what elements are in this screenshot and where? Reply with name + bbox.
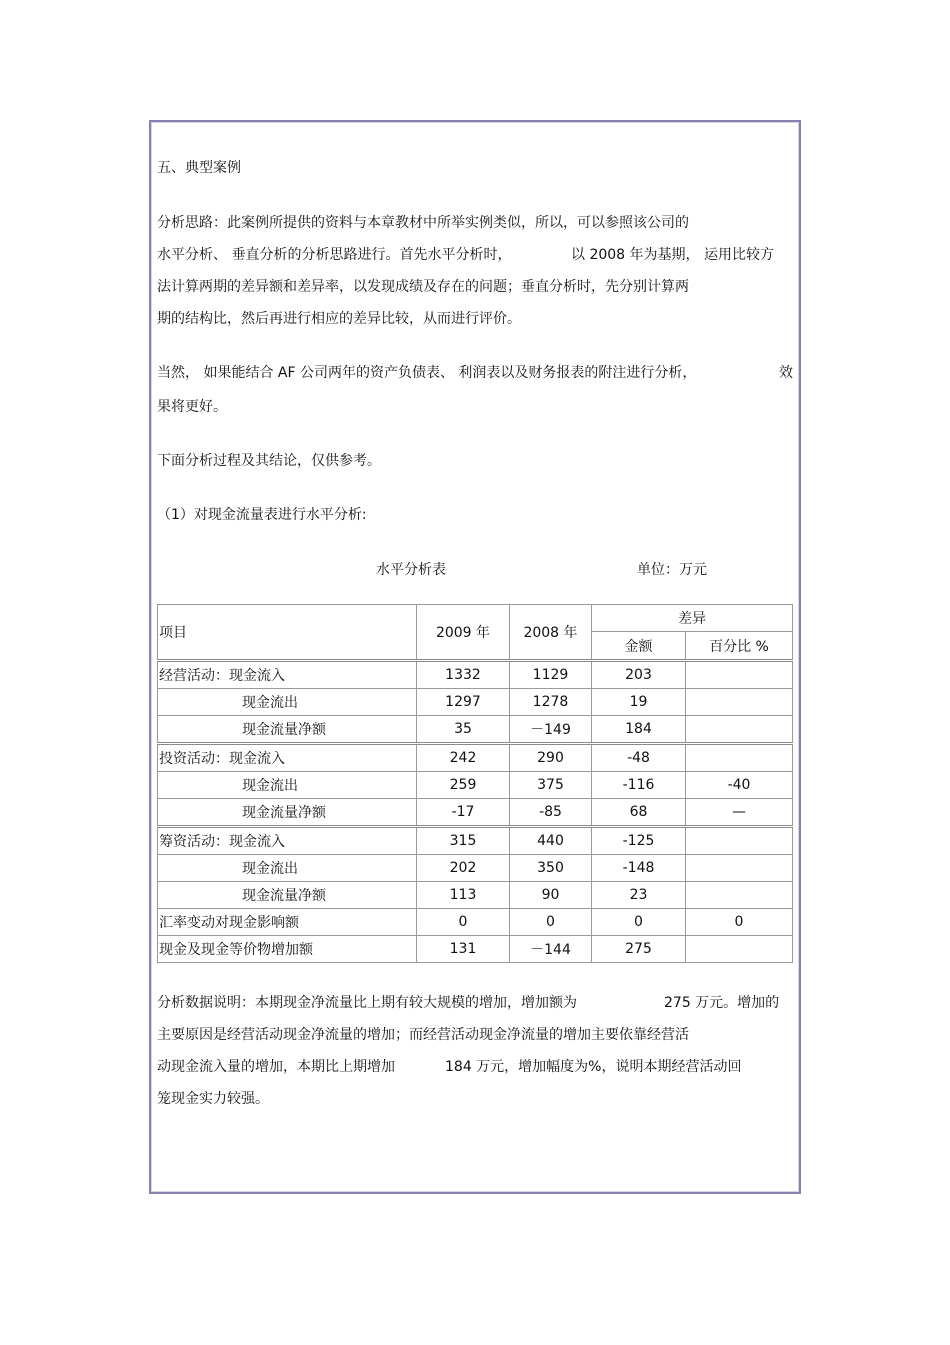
row-2009: 0 — [417, 909, 510, 936]
analysis-thinking-line-3: 法计算两期的差异额和差异率，以发现成绩及存在的问题；垂直分析时，先分别计算两 — [157, 279, 689, 295]
row-2008: 350 — [510, 855, 592, 882]
section-title: （1）对现金流量表进行水平分析: — [157, 507, 367, 523]
row-item: 经营活动：现金流入 — [158, 661, 417, 689]
row-2008: －149 — [510, 716, 592, 744]
row-2008: 90 — [510, 882, 592, 909]
explain-line-2: 主要原因是经营活动现金净流量的增加；而经营活动现金净流量的增加主要依靠经营活 — [157, 1027, 689, 1043]
row-percent: 0 — [686, 909, 793, 936]
row-2008: -85 — [510, 799, 592, 827]
row-2008: 440 — [510, 827, 592, 855]
row-item: 现金流出 — [158, 855, 417, 882]
remark-line-1a: 当然， 如果能结合 AF 公司两年的资产负债表、 利润表以及财务报表的附注进行分析， — [157, 365, 697, 381]
row-2009: 113 — [417, 882, 510, 909]
table-row — [158, 661, 793, 689]
table-header-row — [158, 605, 793, 632]
row-amount: 23 — [592, 882, 686, 909]
row-amount: 275 — [592, 936, 686, 963]
row-amount: -48 — [592, 744, 686, 772]
row-2008: 375 — [510, 772, 592, 799]
row-percent — [686, 716, 793, 744]
analysis-thinking-line-2a: 水平分析、 垂直分析的分析思路进行。首先水平分析时， — [157, 247, 512, 263]
row-2009: -17 — [417, 799, 510, 827]
row-amount: -116 — [592, 772, 686, 799]
row-2008: 0 — [510, 909, 592, 936]
row-2009: 35 — [417, 716, 510, 744]
remark-line-2: 果将更好。 — [157, 399, 227, 415]
explain-line-1a: 分析数据说明：本期现金净流量比上期有较大规模的增加，增加额为 — [157, 995, 577, 1011]
horizontal-analysis-table — [157, 604, 793, 963]
row-item: 现金流出 — [158, 772, 417, 799]
row-2008: －144 — [510, 936, 592, 963]
row-percent: -40 — [686, 772, 793, 799]
row-2009: 1332 — [417, 661, 510, 689]
row-amount: 19 — [592, 689, 686, 716]
row-2008: 290 — [510, 744, 592, 772]
table-row — [158, 772, 793, 799]
table-title: 水平分析表 — [376, 562, 446, 578]
header-2009: 2009 年 — [417, 605, 510, 661]
row-item: 汇率变动对现金影响额 — [158, 909, 417, 936]
row-item: 投资活动：现金流入 — [158, 744, 417, 772]
header-percent: 百分比 % — [686, 632, 793, 661]
row-item: 现金流量净额 — [158, 799, 417, 827]
table-row — [158, 689, 793, 716]
table-row — [158, 744, 793, 772]
row-percent — [686, 855, 793, 882]
table-row — [158, 882, 793, 909]
row-2008: 1278 — [510, 689, 592, 716]
section-heading: 五、典型案例 — [157, 160, 241, 176]
explain-line-4: 笼现金实力较强。 — [157, 1091, 269, 1107]
row-item: 现金流量净额 — [158, 716, 417, 744]
row-percent — [686, 744, 793, 772]
remark-line-1b: 效 — [779, 365, 793, 381]
row-2009: 202 — [417, 855, 510, 882]
intro-text: 下面分析过程及其结论，仅供参考。 — [157, 453, 381, 469]
table-row — [158, 799, 793, 827]
table-unit: 单位：万元 — [637, 562, 707, 578]
header-2008: 2008 年 — [510, 605, 592, 661]
analysis-thinking-line-2b: 以 2008 年为基期， 运用比较方 — [571, 247, 774, 263]
row-percent — [686, 661, 793, 689]
row-amount: 0 — [592, 909, 686, 936]
table-row — [158, 716, 793, 744]
row-amount: 203 — [592, 661, 686, 689]
row-item: 筹资活动：现金流入 — [158, 827, 417, 855]
analysis-thinking-line-1: 分析思路：此案例所提供的资料与本章教材中所举实例类似，所以，可以参照该公司的 — [157, 215, 689, 231]
row-percent: — — [686, 799, 793, 827]
explain-line-3b: 184 万元，增加幅度为%，说明本期经营活动回 — [445, 1059, 742, 1075]
header-item: 项目 — [158, 605, 417, 661]
row-item: 现金及现金等价物增加额 — [158, 936, 417, 963]
row-2009: 259 — [417, 772, 510, 799]
row-2008: 1129 — [510, 661, 592, 689]
row-percent — [686, 827, 793, 855]
table-row — [158, 936, 793, 963]
row-2009: 131 — [417, 936, 510, 963]
row-amount: -148 — [592, 855, 686, 882]
row-2009: 1297 — [417, 689, 510, 716]
header-difference: 差异 — [592, 605, 793, 632]
row-item: 现金流量净额 — [158, 882, 417, 909]
row-item: 现金流出 — [158, 689, 417, 716]
row-amount: 184 — [592, 716, 686, 744]
row-2009: 242 — [417, 744, 510, 772]
row-percent — [686, 936, 793, 963]
table-row — [158, 827, 793, 855]
explain-line-3a: 动现金流入量的增加，本期比上期增加 — [157, 1059, 395, 1075]
row-2009: 315 — [417, 827, 510, 855]
header-amount: 金额 — [592, 632, 686, 661]
analysis-thinking-line-4: 期的结构比，然后再进行相应的差异比较，从而进行评价。 — [157, 311, 521, 327]
explain-line-1b: 275 万元。增加的 — [664, 995, 780, 1011]
row-percent — [686, 689, 793, 716]
table-row — [158, 855, 793, 882]
table-row — [158, 909, 793, 936]
row-amount: 68 — [592, 799, 686, 827]
row-percent — [686, 882, 793, 909]
row-amount: -125 — [592, 827, 686, 855]
